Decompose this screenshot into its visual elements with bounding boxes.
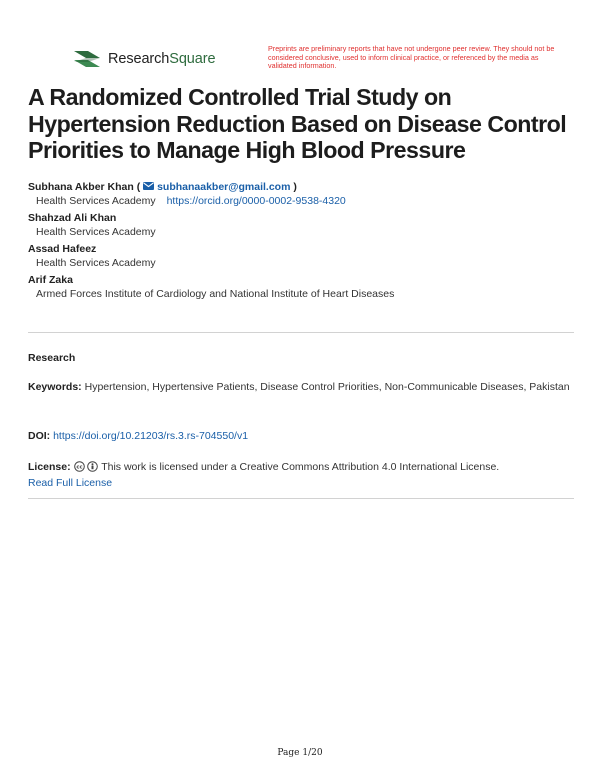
author-affiliation: Health Services Academy: [36, 195, 156, 207]
author-affiliation: Health Services Academy: [36, 257, 156, 269]
logo-mark-icon: [72, 47, 102, 71]
divider: [28, 332, 574, 333]
divider: [28, 498, 574, 499]
article-type: Research: [28, 352, 76, 364]
license-label: License:: [28, 461, 71, 473]
author-name: Arif Zaka: [28, 274, 73, 286]
license-block: [28, 459, 574, 491]
author-name: Subhana Akber Khan: [28, 181, 134, 193]
keywords-label: Keywords:: [28, 381, 82, 393]
preprint-notice: Preprints are preliminary reports that have not undergone peer review. They should not be considered conclusive, used to inform clinical practice, or referenced by the media as validated information.: [268, 44, 555, 71]
author-entry: [28, 273, 576, 302]
author-name: Shahzad Ali Khan: [28, 212, 117, 224]
doi-line: [28, 430, 248, 442]
research-square-logo[interactable]: [72, 47, 215, 71]
author-list: [28, 180, 576, 304]
keywords: [28, 380, 574, 396]
author-entry: Subhana Akber Khan ( subhanaakber@gmail.com ) Health Services Academy https://orcid.org/0000-0002-9538-4320: [28, 181, 346, 207]
author-email-link[interactable]: subhanaakber@gmail.com: [143, 181, 290, 193]
author-affiliation: Armed Forces Institute of Cardiology and National Institute of Heart Diseases: [36, 288, 395, 300]
author-affiliation: Health Services Academy: [36, 226, 156, 238]
page-number: Page 1/20: [277, 748, 323, 758]
logo-text: ResearchSquare: [108, 51, 216, 67]
envelope-icon: [143, 182, 154, 190]
doi-label: DOI:: [28, 430, 51, 442]
svg-text:cc: cc: [75, 464, 83, 471]
read-full-license-link[interactable]: Read Full License: [28, 477, 113, 489]
author-entry: [28, 242, 576, 271]
keywords-text: Hypertension, Hypertensive Patients, Disease Control Priorities, Non-Communicable Diseases, Pakistan: [84, 381, 570, 393]
paper-title: A Randomized Controlled Trial Study on Hypertension Reduction Based on Disease Control Priorities to Manage High Blood Pressure: [28, 84, 567, 164]
author-name: Assad Hafeez: [28, 243, 97, 255]
author-entry: [28, 211, 576, 240]
creative-commons-icon: [74, 461, 85, 472]
license-text: This work is licensed under a Creative Commons Attribution 4.0 International License.: [101, 461, 500, 473]
attribution-icon: [87, 461, 98, 472]
doi-link[interactable]: https://doi.org/10.21203/rs.3.rs-704550/v1: [53, 430, 249, 442]
orcid-link[interactable]: https://orcid.org/0000-0002-9538-4320: [166, 195, 346, 207]
